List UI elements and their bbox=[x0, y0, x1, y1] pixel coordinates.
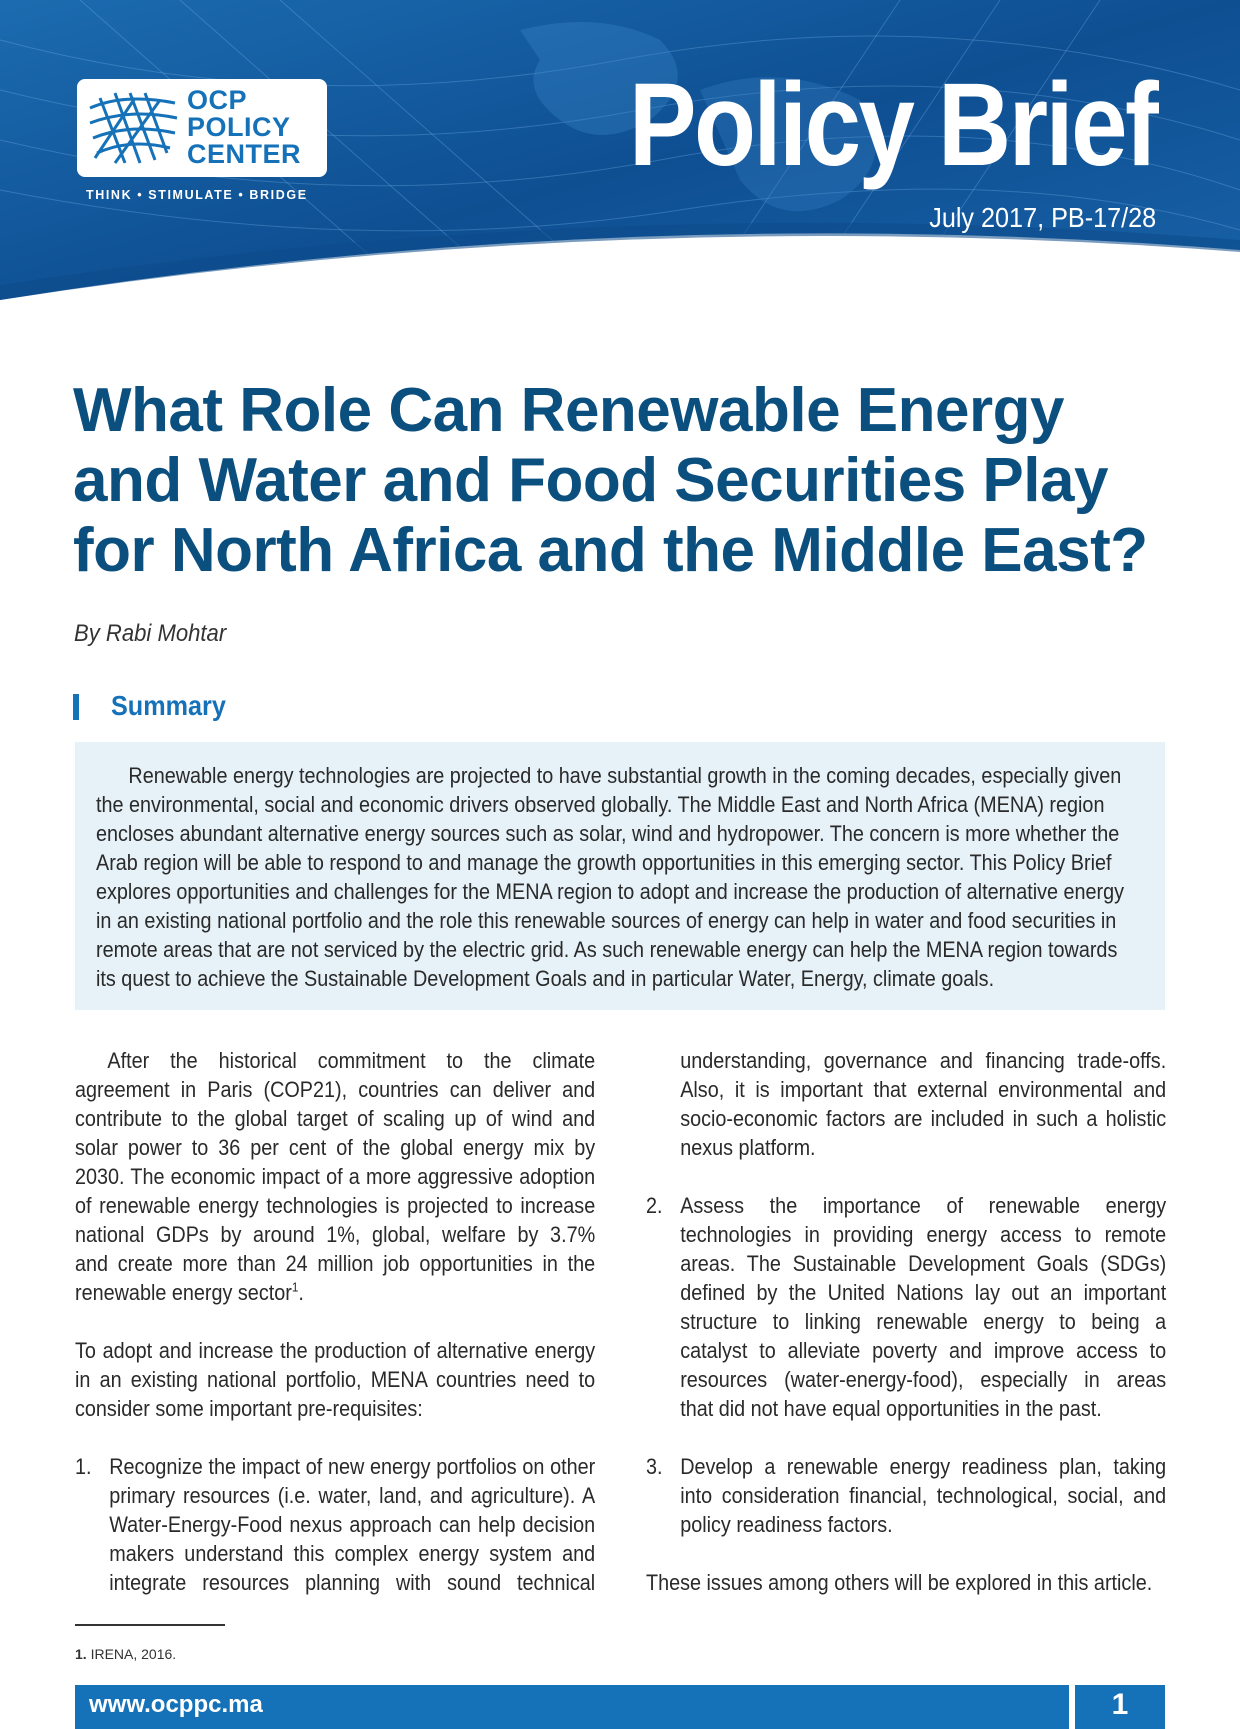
text-line: agreement in Paris (COP21), countries can deliver and bbox=[75, 1077, 596, 1102]
text-line: technologies in providing energy access to remote bbox=[680, 1222, 1167, 1247]
title-line: for North Africa and the Middle East? bbox=[73, 516, 1148, 585]
text-line: primary resources (i.e. water, land, and agriculture). A bbox=[109, 1483, 596, 1508]
text-line: 2030. The economic impact of a more aggressive adoption bbox=[75, 1164, 596, 1189]
footer-url-link[interactable]: www.ocppc.ma bbox=[89, 1691, 263, 1718]
footnote bbox=[75, 1646, 176, 1662]
text-line: Recognize the impact of new energy portfolios on other bbox=[109, 1454, 596, 1479]
text-line: socio-economic factors are included in such a holistic bbox=[680, 1106, 1167, 1131]
text-line: national GDPs by around 1%, global, welfare by 3.7% bbox=[75, 1222, 596, 1247]
text-line: areas. The Sustainable Development Goals (SDGs) bbox=[680, 1251, 1167, 1276]
text-line: consider some important pre-requisites: bbox=[75, 1396, 423, 1421]
list-number: 2. bbox=[646, 1193, 663, 1218]
list-number: 1. bbox=[75, 1454, 92, 1479]
left-paragraph-1 bbox=[75, 1046, 595, 1307]
document-title bbox=[73, 376, 1183, 586]
text-line: that did not have equal opportunities in the past. bbox=[680, 1396, 1102, 1421]
text-line: and create more than 24 million job opportunities in the bbox=[75, 1251, 596, 1276]
logo bbox=[77, 79, 327, 177]
text-line: integrate resources planning with sound technical bbox=[109, 1570, 596, 1595]
list-item bbox=[75, 1452, 595, 1597]
text-line: catalyst to alleviate poverty and improve access to bbox=[680, 1338, 1167, 1363]
list-item bbox=[646, 1191, 1166, 1423]
logo-line-policy: POLICY bbox=[187, 112, 291, 142]
text-fragment: renewable energy sector bbox=[75, 1280, 292, 1305]
logo-wordmark bbox=[187, 87, 327, 168]
text-line: resources (water-energy-food), especially in areas bbox=[680, 1367, 1167, 1392]
text-line: Develop a renewable energy readiness plan, taking bbox=[680, 1454, 1167, 1479]
footnote-divider bbox=[75, 1624, 225, 1626]
text-line: After the historical commitment to the climate bbox=[107, 1048, 596, 1073]
page-number: 1 bbox=[1111, 1688, 1129, 1721]
summary-line: its quest to achieve the Sustainable Development Goals and in particular Water, Energy, climate goals. bbox=[96, 966, 995, 991]
brief-date-code: July 2017, PB-17/28 bbox=[929, 202, 1156, 233]
summary-box bbox=[75, 742, 1165, 1010]
left-column bbox=[75, 1046, 595, 1597]
logo-line-center: CENTER bbox=[187, 139, 302, 169]
list-number: 3. bbox=[646, 1454, 663, 1479]
summary-line: Arab region will be able to respond to and manage the growth opportunities in this emerging sector. This Policy Brief bbox=[96, 850, 1112, 875]
text-line: makers understand this complex energy system and bbox=[109, 1541, 596, 1566]
summary-line: encloses abundant alternative energy sources such as solar, wind and hydropower. The concern is more whether the bbox=[96, 821, 1120, 846]
text-line: understanding, governance and financing trade-offs. bbox=[680, 1048, 1167, 1073]
title-line: and Water and Food Securities Play bbox=[73, 446, 1108, 515]
footnote-text: IRENA, 2016. bbox=[86, 1646, 177, 1662]
text-line: policy readiness factors. bbox=[680, 1512, 893, 1537]
logo-line-ocp: OCP bbox=[187, 85, 248, 115]
text-line: Also, it is important that external environmental and bbox=[680, 1077, 1167, 1102]
brief-type-title: Policy Brief bbox=[628, 59, 1156, 191]
text-line: To adopt and increase the production of alternative energy bbox=[75, 1338, 596, 1363]
text-line: Water-Energy-Food nexus approach can help decision bbox=[109, 1512, 596, 1537]
footnote-ref[interactable]: 1 bbox=[291, 1279, 299, 1295]
right-column bbox=[646, 1046, 1166, 1597]
summary-label: Summary bbox=[111, 690, 226, 721]
ocp-globe-icon bbox=[85, 88, 185, 168]
text-line: into consideration financial, technological, social, and bbox=[680, 1483, 1167, 1508]
title-line: What Role Can Renewable Energy bbox=[73, 376, 1064, 445]
text-line: in an existing national portfolio, MENA countries need to bbox=[75, 1367, 596, 1392]
left-paragraph-2 bbox=[75, 1336, 595, 1423]
summary-text bbox=[96, 761, 1131, 993]
text-line: structure to linking renewable energy to being a bbox=[680, 1309, 1167, 1334]
closing-sentence: These issues among others will be explored in this article. bbox=[646, 1570, 1153, 1595]
text-line bbox=[75, 1278, 595, 1307]
summary-line: explores opportunities and challenges for the MENA region to adopt and increase the production of alternative energy bbox=[96, 879, 1125, 904]
list-item bbox=[646, 1452, 1166, 1539]
text-line: contribute to the global target of scaling up of wind and bbox=[75, 1106, 596, 1131]
byline: By Rabi Mohtar bbox=[74, 620, 227, 647]
summary-line: in an existing national portfolio and the role this renewable sources of energy can help in water and food securities in bbox=[96, 908, 1117, 933]
summary-line: the environmental, social and economic drivers observed globally. The Middle East and North Africa (MENA) region bbox=[96, 792, 1105, 817]
text-line: nexus platform. bbox=[680, 1135, 816, 1160]
logo-tagline: THINK • STIMULATE • BRIDGE bbox=[86, 188, 308, 202]
list-item-continued bbox=[646, 1046, 1166, 1162]
text-fragment: . bbox=[298, 1280, 304, 1305]
header-banner bbox=[0, 0, 1240, 340]
text-line: Assess the importance of renewable energy bbox=[680, 1193, 1167, 1218]
summary-line: Renewable energy technologies are projected to have substantial growth in the coming decades, especially given bbox=[128, 763, 1122, 788]
summary-marker bbox=[73, 694, 79, 720]
footnote-number: 1. bbox=[75, 1646, 87, 1662]
text-line: solar power to 36 per cent of the global energy mix by bbox=[75, 1135, 596, 1160]
summary-line: remote areas that are not serviced by the electric grid. As such renewable energy can help the MENA region towards bbox=[96, 937, 1118, 962]
text-line: defined by the United Nations lay out an important bbox=[680, 1280, 1167, 1305]
text-line: of renewable energy technologies is projected to increase bbox=[75, 1193, 596, 1218]
